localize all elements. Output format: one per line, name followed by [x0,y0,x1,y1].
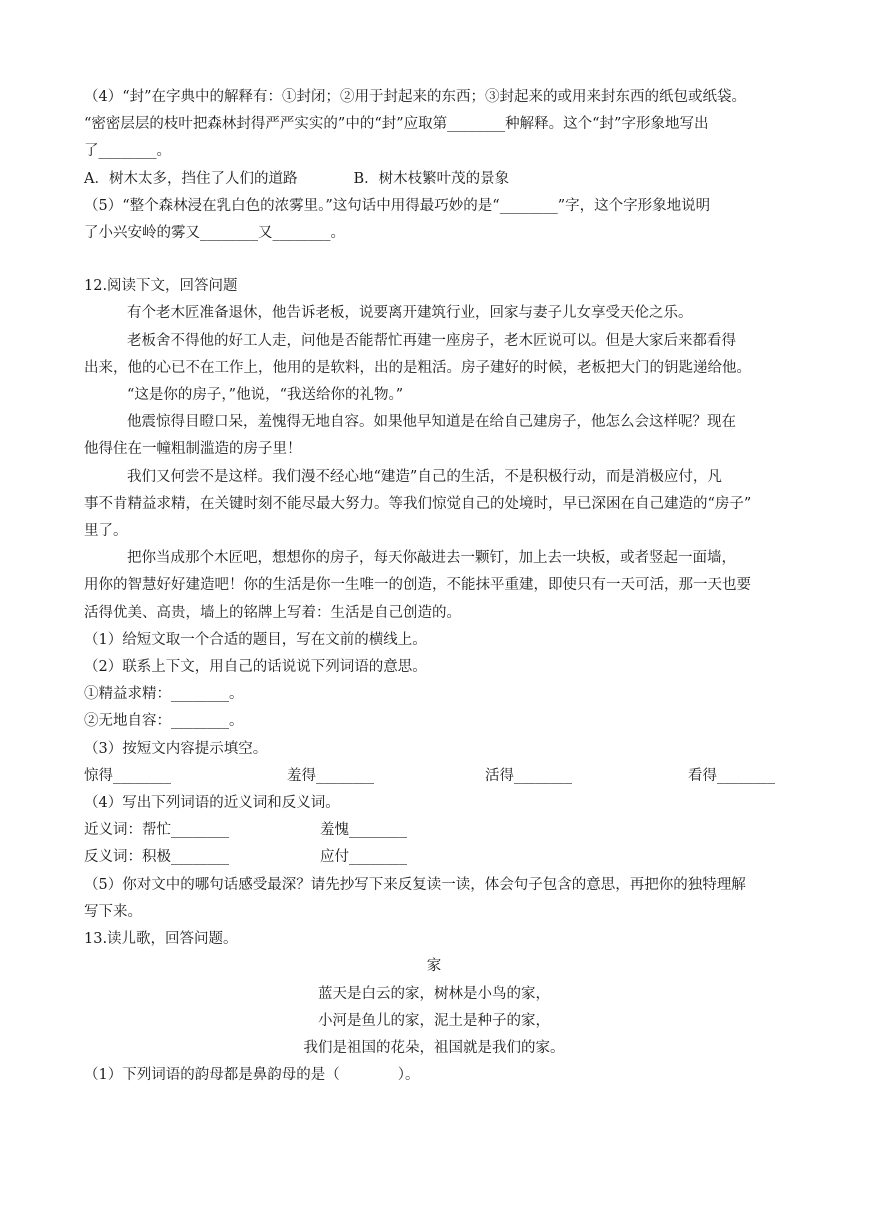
passage-para-5-l2: 事不肯精益求精，在关键时刻不能尽最大努力。等我们惊觉自己的处境时，早已深困在自己建造的“房子” [84,495,752,512]
q12-subquestion-5-l1: （5）你对文中的哪句话感受最深？请先抄写下来反复读一读，体会句子包含的意思，再把你的独特理解 [84,876,746,893]
passage-para-1: 有个老木匠准备退休，他告诉老板，说要离开建筑行业，回家与妻子儿女享受天伦之乐。 [127,305,693,322]
poem-line-2: 小河是鱼儿的家，泥土是种子的家， [318,1012,550,1029]
q11-part4-line2: “密密层层的枝叶把森林封得严严实实的”中的“封”应取第________种解释。这个“封”字形象地写出 [84,116,709,133]
q12-s4-antonym-row [84,844,784,871]
q11-options [84,166,784,193]
synonym-item[interactable]: 羞愧________ [320,822,407,839]
q12-subquestion-5-l2: 写下来。 [84,903,142,920]
q12-subquestion-1: （1）给短文取一个合适的题目，写在文前的横线上。 [84,631,427,648]
passage-para-2-l2: 出来，他的心已不在工作上，他用的是软料，出的是粗活。房子建好的时候，老板把大门的钥匙递给他。 [84,359,751,376]
passage-para-4-l1: 他震惊得目瞪口呆，羞愧得无地自容。如果他早知道是在给自己建房子，他怎么会这样呢？现在 [127,414,736,431]
fill-item[interactable]: 活得________ [485,767,572,784]
q12-s2-item-a[interactable]: ①精益求精：________。 [84,686,244,703]
passage-para-6-l1: 把你当成那个木匠吧，想想你的房子，每天你敲进去一颗钉，加上去一块板，或者竖起一面墙， [127,550,736,567]
q12-subquestion-2: （2）联系上下文，用自己的话说说下列词语的意思。 [84,659,427,676]
worksheet-page [84,84,784,1089]
q13-title: 13.读儿歌，回答问题。 [84,931,238,948]
question-12 [84,273,784,926]
question-13 [84,926,784,1089]
q13-subquestion-1: （1）下列词语的韵母都是鼻韵母的是（ ）。 [84,1067,420,1084]
passage-para-5-l3: 里了。 [84,523,128,540]
option-b[interactable]: B．树木枝繁叶茂的景象 [353,170,510,187]
antonym-item[interactable]: 应付________ [320,849,407,866]
q12-s2-item-b[interactable]: ②无地自容：________。 [84,713,244,730]
q12-title: 12.阅读下文，回答问题 [84,278,238,295]
poem-line-3: 我们是祖国的花朵，祖国就是我们的家。 [303,1039,565,1056]
fill-item[interactable]: 羞得________ [287,767,374,784]
passage-para-6-l2: 用你的智慧好好建造吧！你的生活是你一生唯一的创造，不能抹平重建，即使只有一天可活，那一天也要 [84,577,751,594]
passage-para-6-l3: 活得优美、高贵，墙上的铭牌上写着：生活是自己创造的。 [84,604,461,621]
q11-part4-line1: （4）“封”在字典中的解释有：①封闭；②用于封起来的东西；③封起来的或用来封东西的纸包或纸袋。 [84,89,747,105]
antonym-item[interactable]: 反义词：积极________ [84,849,229,866]
q12-s4-synonym-row [84,817,784,844]
q11-part5-line1: （5）“整个森林浸在乳白色的浓雾里。”这句话中用得最巧妙的是“________”字，这个字形象地说明 [84,197,711,214]
fill-item[interactable]: 看得________ [688,767,775,784]
q12-s3-fill-row [84,763,784,790]
question-11-continued [84,84,784,247]
q12-subquestion-3: （3）按短文内容提示填空。 [84,740,268,757]
passage-para-5-l1: 我们又何尝不是这样。我们漫不经心地“建造”自己的生活，不是积极行动，而是消极应付，凡 [127,468,722,485]
synonym-item[interactable]: 近义词：帮忙________ [84,822,229,839]
q11-part5-line2: 了小兴安岭的雾又________又________。 [84,225,345,242]
passage-para-4-l2: 他得住在一幢粗制滥造的房子里！ [84,441,302,458]
option-a[interactable]: A．树木太多，挡住了人们的道路 [84,170,298,187]
poem-line-1: 蓝天是白云的家，树林是小鸟的家， [318,985,550,1002]
q11-part4-line3: 了________。 [84,143,171,160]
passage-para-3: “这是你的房子，”他说，“我送给你的礼物。” [127,387,404,404]
q12-subquestion-4: （4）写出下列词语的近义词和反义词。 [84,795,340,812]
fill-item[interactable]: 惊得________ [84,767,171,784]
poem-title: 家 [426,958,442,975]
passage-para-2-l1: 老板舍不得他的好工人走，问他是否能帮忙再建一座房子，老木匠说可以。但是大家后来都看得 [127,332,736,349]
